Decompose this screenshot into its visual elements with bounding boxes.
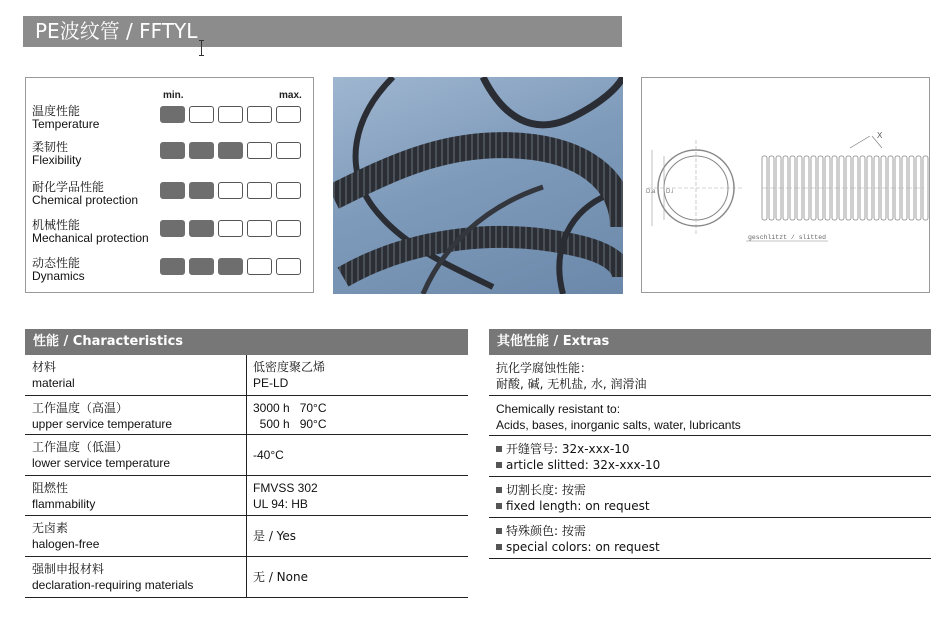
value-line-2: UL 94: HB [253, 497, 308, 511]
rating-block-filled [160, 142, 185, 159]
text-cursor-icon [199, 40, 205, 56]
rating-row-flexibility [32, 138, 302, 168]
rating-block-filled [160, 106, 185, 123]
property-zh: 工作温度（高温） [32, 401, 129, 415]
table-row [25, 557, 468, 598]
property-en: upper service temperature [32, 417, 173, 431]
value-line-1: 是 / Yes [253, 529, 297, 543]
rating-row-temperature [32, 102, 302, 132]
rating-block-empty [247, 258, 272, 275]
scale-max-label: max. [279, 90, 302, 101]
table-row [25, 476, 468, 516]
rating-block-filled [218, 142, 243, 159]
rating-block-empty [276, 142, 301, 159]
rating-label-zh: 耐化学品性能 [32, 180, 105, 194]
product-photo [333, 77, 623, 294]
list-item [489, 436, 931, 477]
rating-block-empty [276, 220, 301, 237]
rating-label-en: Flexibility [32, 153, 82, 167]
rating-block-filled [160, 182, 185, 199]
rating-row-dynamics [32, 254, 302, 284]
property-zh: 工作温度（低温） [32, 440, 129, 454]
extras-heading: 其他性能 / Extras [489, 329, 931, 355]
rating-block-filled [160, 258, 185, 275]
characteristics-heading: 性能 / Characteristics [25, 329, 468, 355]
rating-block-filled [189, 220, 214, 237]
extra-line-2: Acids, bases, inorganic salts, water, lubricants [496, 418, 741, 432]
rating-label-en: Dynamics [32, 269, 85, 283]
rating-label-zh: 动态性能 [32, 256, 81, 270]
property-en: material [32, 376, 75, 390]
rating-block-empty [189, 106, 214, 123]
value-line-1: 低密度聚乙烯 [253, 360, 326, 374]
rating-label-zh: 温度性能 [32, 104, 81, 118]
list-item [489, 518, 931, 559]
property-en: lower service temperature [32, 456, 171, 470]
property-zh: 材料 [32, 360, 57, 374]
extras-table [489, 355, 931, 559]
extra-line-1: 切割长度: 按需 [506, 483, 586, 497]
property-en: flammability [32, 497, 96, 511]
bullet-square-icon [496, 503, 502, 509]
rating-row-mechanical [32, 216, 302, 246]
property-zh: 强制申报材料 [32, 562, 105, 576]
rating-block-empty [218, 106, 243, 123]
list-item [489, 396, 931, 436]
table-row [25, 435, 468, 476]
value-line-2: PE-LD [253, 376, 289, 390]
rating-row-chemical [32, 178, 302, 208]
value-line-1: 无 / None [253, 570, 308, 584]
rating-block-filled [189, 182, 214, 199]
corrugated-tube-image [333, 77, 623, 294]
bullet-square-icon [496, 487, 502, 493]
property-en: halogen-free [32, 537, 100, 551]
value-line-1: 3000 h 70°C [253, 401, 327, 415]
rating-block-empty [247, 220, 272, 237]
table-row [25, 516, 468, 557]
technical-drawing [641, 77, 930, 293]
list-item [489, 355, 931, 396]
tube-cross-section-drawing [642, 78, 929, 292]
rating-block-empty [276, 258, 301, 275]
rating-block-empty [218, 182, 243, 199]
extra-line-1: 特殊颜色: 按需 [506, 524, 586, 538]
bullet-square-icon [496, 528, 502, 534]
value-line-2: 500 h 90°C [253, 417, 327, 431]
performance-rating-panel [25, 77, 314, 293]
extra-line-2: article slitted: 32x-xxx-10 [506, 458, 661, 472]
rating-block-filled [218, 258, 243, 275]
value-line-1: FMVSS 302 [253, 481, 318, 495]
rating-label-en: Temperature [32, 117, 100, 131]
scale-min-label: min. [163, 90, 184, 101]
list-item [489, 477, 931, 518]
outer-diameter-label: D.a [646, 189, 656, 195]
rating-block-empty [247, 182, 272, 199]
rating-label-en: Chemical protection [32, 193, 139, 207]
bullet-square-icon [496, 446, 502, 452]
extra-line-1: 抗化学腐蚀性能： [496, 361, 593, 375]
rating-block-empty [247, 106, 272, 123]
characteristics-table [25, 355, 468, 598]
rating-block-empty [218, 220, 243, 237]
value-line-1: -40°C [253, 448, 284, 462]
rating-label-en: Mechanical protection [32, 231, 149, 245]
extra-line-1: 开缝管号: 32x-xxx-10 [506, 442, 630, 456]
rating-block-empty [247, 142, 272, 159]
rating-block-filled [189, 258, 214, 275]
rating-label-zh: 机械性能 [32, 218, 81, 232]
extra-line-2: 耐酸, 碱, 无机盐, 水, 润滑油 [496, 377, 647, 391]
dimension-x-label: X [877, 131, 883, 140]
property-zh: 无卤素 [32, 521, 69, 535]
extra-line-2: special colors: on request [506, 540, 660, 554]
page-title: PE波纹管 / FFTYL [23, 16, 622, 47]
table-row [25, 355, 468, 396]
extra-line-2: fixed length: on request [506, 499, 650, 513]
property-zh: 阻燃性 [32, 481, 69, 495]
slitted-caption: geschlitzt / slitted [748, 234, 827, 241]
extra-line-1: Chemically resistant to: [496, 402, 621, 416]
bullet-square-icon [496, 462, 502, 468]
rating-block-empty [276, 106, 301, 123]
property-en: declaration-requiring materials [32, 578, 194, 592]
rating-label-zh: 柔韧性 [32, 140, 69, 154]
rating-block-filled [189, 142, 214, 159]
inner-diameter-label: D.i [666, 189, 674, 195]
rating-block-filled [160, 220, 185, 237]
rating-block-empty [276, 182, 301, 199]
bullet-square-icon [496, 544, 502, 550]
table-row [25, 396, 468, 435]
